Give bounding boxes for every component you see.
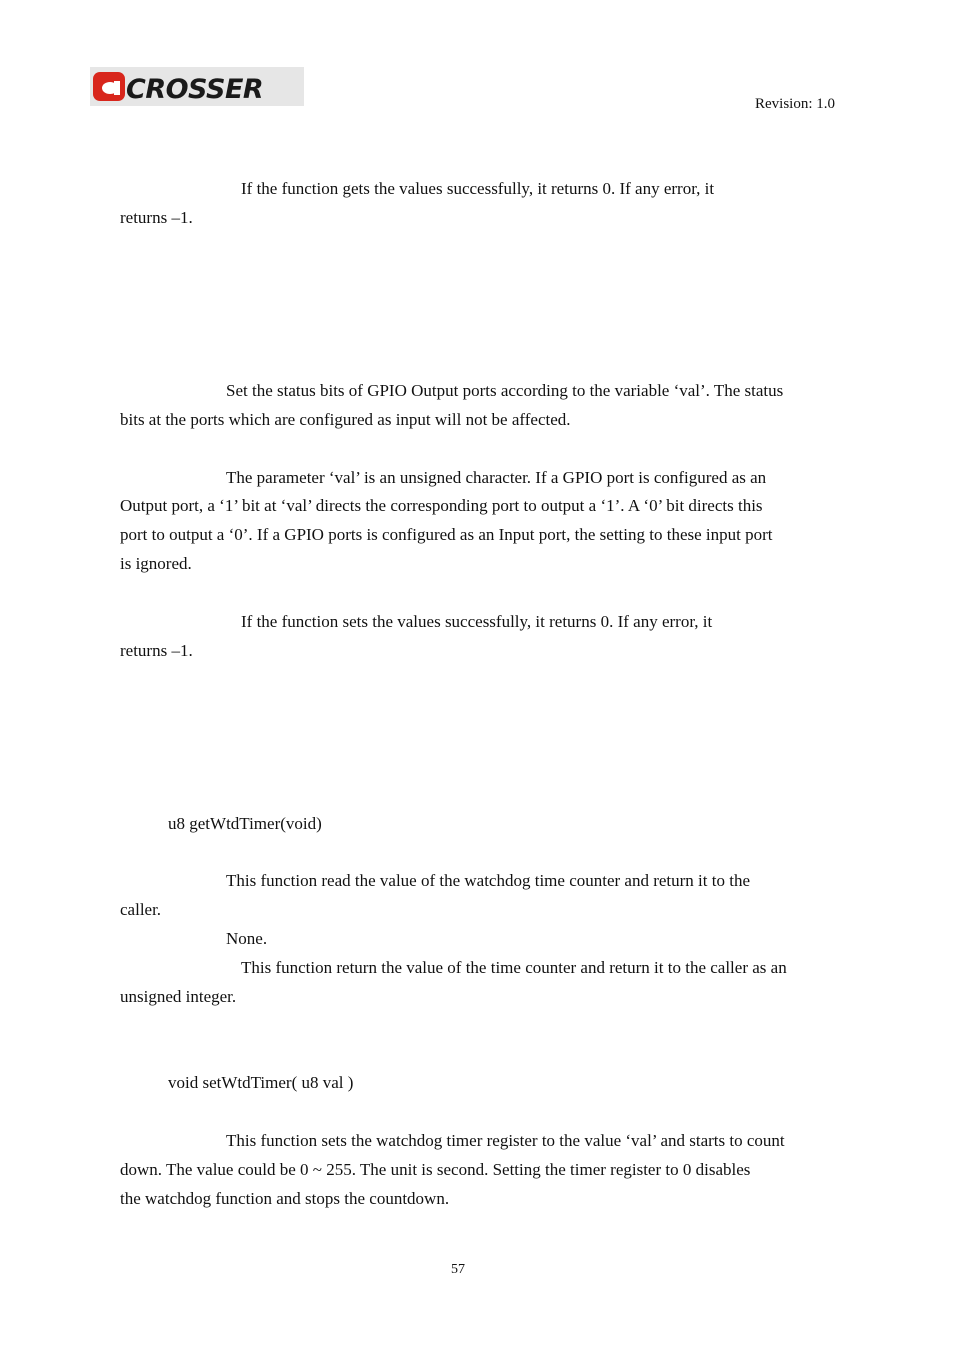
acrosser-logo bbox=[90, 67, 304, 106]
logo-wordmark: CROSSER bbox=[126, 74, 264, 105]
get-wtd-timer-parameter: None. bbox=[226, 929, 268, 948]
set-wtd-timer-signature: void setWtdTimer( u8 val ) bbox=[168, 1073, 354, 1092]
set-gpio-return-line-1: If the function sets the values successfully, it returns 0. If any error, it bbox=[241, 612, 713, 631]
get-gpio-return-line-2: returns –1. bbox=[120, 208, 193, 227]
set-gpio-parameter-line-3: port to output a ‘0’. If a GPIO ports is configured as an Input port, the setting to these input port bbox=[120, 525, 773, 544]
get-wtd-timer-description-line-1: This function read the value of the watchdog time counter and return it to the bbox=[226, 871, 750, 890]
set-gpio-parameter-line-1: The parameter ‘val’ is an unsigned character. If a GPIO port is configured as an bbox=[226, 468, 767, 487]
set-gpio-parameter-line-4: is ignored. bbox=[120, 554, 192, 573]
get-wtd-timer-signature: u8 getWtdTimer(void) bbox=[168, 814, 322, 833]
get-wtd-timer-description-line-2: caller. bbox=[120, 900, 162, 919]
set-gpio-description-line-2: bits at the ports which are configured as input will not be affected. bbox=[120, 410, 571, 429]
set-gpio-return-line-2: returns –1. bbox=[120, 641, 193, 660]
acrosser-logo-mark bbox=[90, 67, 304, 106]
get-gpio-return-line-1: If the function gets the values successfully, it returns 0. If any error, it bbox=[241, 179, 715, 198]
get-wtd-timer-return-line-2: unsigned integer. bbox=[120, 987, 237, 1006]
set-gpio-description-line-1: Set the status bits of GPIO Output ports according to the variable ‘val’. The status bbox=[226, 381, 784, 400]
set-wtd-timer-description-line-3: the watchdog function and stops the countdown. bbox=[120, 1189, 450, 1208]
get-wtd-timer-return-line-1: This function return the value of the time counter and return it to the caller as an bbox=[241, 958, 787, 977]
set-wtd-timer-description-line-1: This function sets the watchdog timer register to the value ‘val’ and starts to count bbox=[226, 1131, 785, 1150]
page-number: 57 bbox=[451, 1262, 465, 1277]
set-gpio-parameter-line-2: Output port, a ‘1’ bit at ‘val’ directs the corresponding port to output a ‘1’. A ‘0’ bit directs this bbox=[120, 496, 763, 515]
set-wtd-timer-description-line-2: down. The value could be 0 ~ 255. The unit is second. Setting the timer register to 0 disables bbox=[120, 1160, 751, 1179]
revision-label: Revision: 1.0 bbox=[755, 96, 836, 112]
